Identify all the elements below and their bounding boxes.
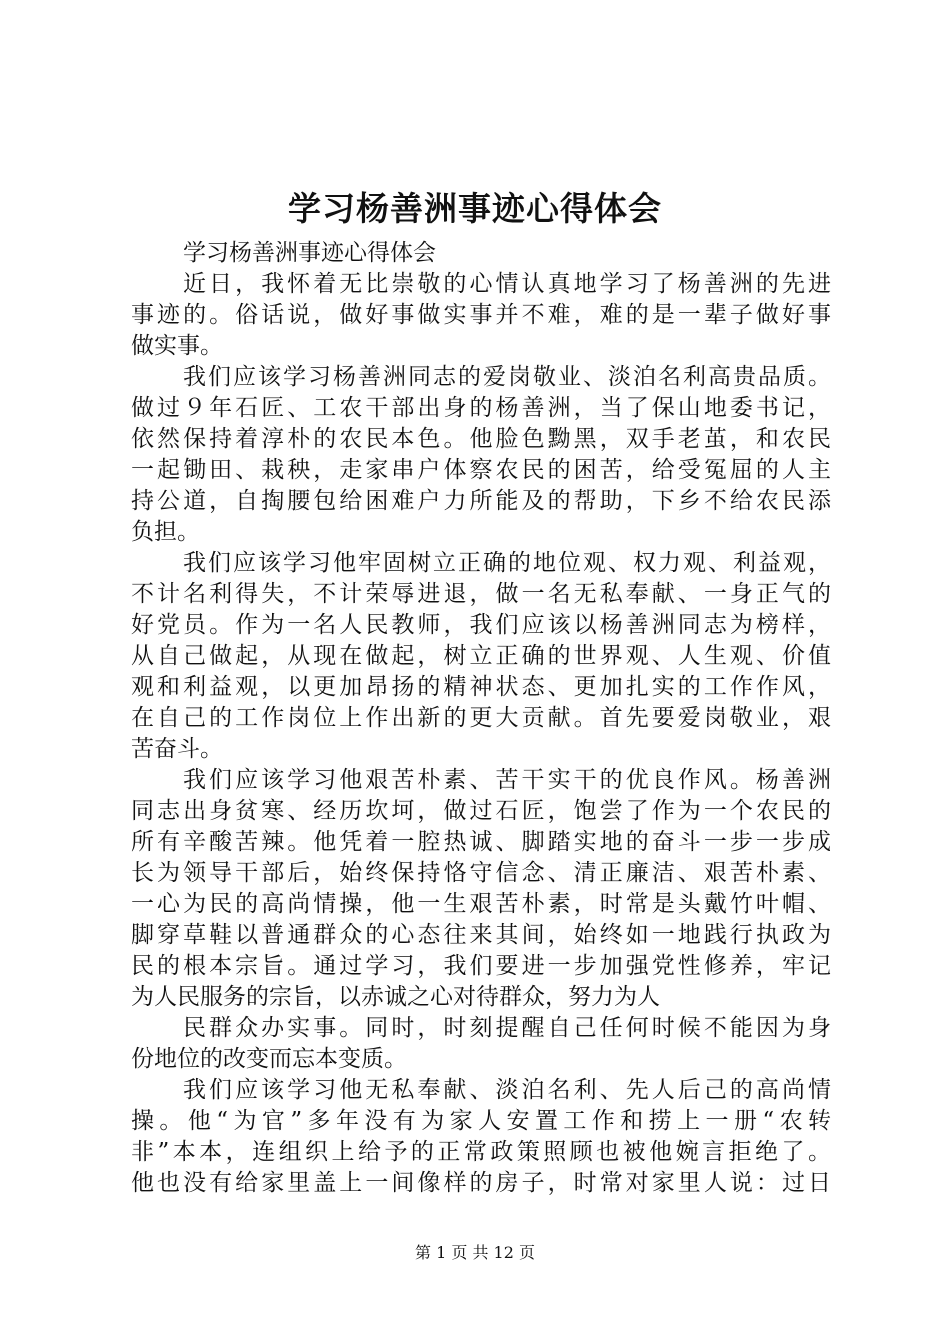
text-line: 操。他“为官”多年没有为家人安置工作和捞上一册“农转 xyxy=(131,1108,831,1134)
text-line: 苦奋斗。 xyxy=(131,736,223,762)
text-line: 观和利益观，以更加昂扬的精神状态、更加扎实的工作作风， xyxy=(131,674,831,700)
page-footer: 第 1 页 共 12 页 xyxy=(415,1243,535,1262)
text-line: 近日，我怀着无比崇敬的心情认真地学习了杨善洲的先进 xyxy=(183,271,831,297)
text-line: 我们应该学习他艰苦朴素、苦干实干的优良作风。杨善洲 xyxy=(183,767,831,793)
text-line: 在自己的工作岗位上作出新的更大贡献。首先要爱岗敬业，艰 xyxy=(131,705,831,731)
document-body xyxy=(131,238,831,1199)
text-line: 为人民服务的宗旨，以赤诚之心对待群众，努力为人 xyxy=(131,984,660,1010)
text-line: 长为领导干部后，始终保持恪守信念、清正廉洁、艰苦朴素、 xyxy=(131,860,831,886)
text-line: 从自己做起，从现在做起，树立正确的世界观、人生观、价值 xyxy=(131,643,831,669)
text-line: 脚穿草鞋以普通群众的心态往来其间，始终如一地践行执政为 xyxy=(131,922,831,948)
text-line: 他也没有给家里盖上一间像样的房子，时常对家里人说：过日 xyxy=(131,1170,831,1196)
text-line: 做过９年石匠、工农干部出身的杨善洲，当了保山地委书记， xyxy=(131,395,831,421)
text-line: 我们应该学习他无私奉献、淡泊名利、先人后己的高尚情 xyxy=(183,1077,831,1103)
text-line: 所有辛酸苦辣。他凭着一腔热诚、脚踏实地的奋斗一步一步成 xyxy=(131,829,831,855)
text-line: 依然保持着淳朴的农民本色。他脸色黝黑，双手老茧，和农民 xyxy=(131,426,831,452)
text-line: 非”本本，连组织上给予的正常政策照顾也被他婉言拒绝了。 xyxy=(131,1139,831,1165)
text-line: 我们应该学习他牢固树立正确的地位观、权力观、利益观， xyxy=(183,550,831,576)
text-line: 做实事。 xyxy=(131,333,223,359)
text-line: 份地位的改变而忘本变质。 xyxy=(131,1046,407,1072)
text-line: 学习杨善洲事迹心得体会 xyxy=(183,240,436,266)
text-line: 同志出身贫寒、经历坎坷，做过石匠，饱尝了作为一个农民的 xyxy=(131,798,831,824)
text-line: 我们应该学习杨善洲同志的爱岗敬业、淡泊名利高贵品质。 xyxy=(183,364,831,390)
text-line: 一起锄田、栽秧，走家串户体察农民的困苦，给受冤屈的人主 xyxy=(131,457,831,483)
text-line: 民的根本宗旨。通过学习，我们要进一步加强党性修养，牢记 xyxy=(131,953,831,979)
text-line: 一心为民的高尚情操，他一生艰苦朴素，时常是头戴竹叶帽、 xyxy=(131,891,831,917)
text-line: 民群众办实事。同时，时刻提醒自己任何时候不能因为身 xyxy=(183,1015,831,1041)
text-line: 负担。 xyxy=(131,519,200,545)
text-line: 事迹的。俗话说，做好事做实事并不难，难的是一辈子做好事 xyxy=(131,302,831,328)
text-line: 不计名利得失，不计荣辱进退，做一名无私奉献、一身正气的 xyxy=(131,581,831,607)
document-title: 学习杨善洲事迹心得体会 xyxy=(288,189,662,228)
text-line: 好党员。作为一名人民教师，我们应该以杨善洲同志为榜样， xyxy=(131,612,831,638)
text-line: 持公道，自掏腰包给困难户力所能及的帮助，下乡不给农民添 xyxy=(131,488,831,514)
